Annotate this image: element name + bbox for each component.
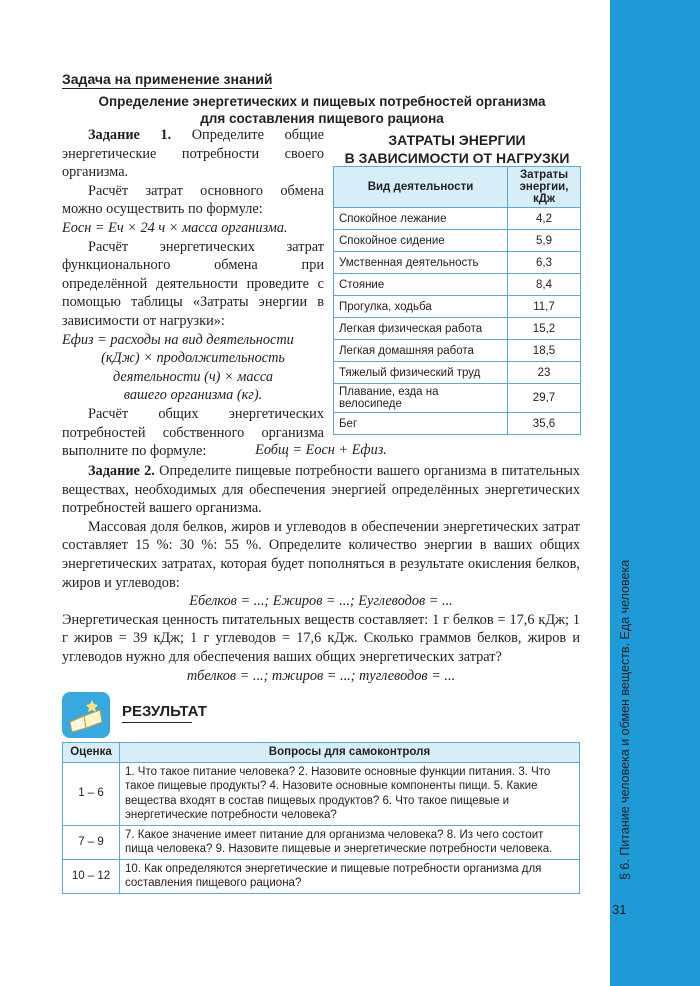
task2-formula2: mбелков = ...; mжиров = ...; mуглеводов = ...	[186, 667, 456, 684]
task1-p4: Расчёт общих энергетических потребностей собственного организма выполните по формуле:	[62, 405, 324, 460]
col-questions: Вопросы для самоконтроля	[120, 743, 580, 763]
page-number: 31	[612, 902, 627, 917]
table-row: Плавание, езда на велосипеде 29,7	[334, 384, 581, 413]
result-label: РЕЗУЛЬТАТ	[122, 703, 207, 720]
task2-block	[62, 462, 580, 685]
table-row: Спокойное лежание 4,2	[334, 208, 581, 230]
result-underline	[122, 722, 192, 723]
table-row: 7 – 9 7. Какое значение имеет питание для организма человека? 8. Из чего состоит пища человека? 9. Назовите пищевые и энергетические потребности человека.	[63, 825, 580, 859]
task2-p2: Массовая доля белков, жиров и углеводов в обеспечении энергетических затрат составляет 15 %: 30 %: 55 %. Определите количество энергии в ваших общих энергетических затратах, которая будет пополняться в результате окисления белков, жиров и углеводов:	[62, 518, 580, 591]
sidebar-gap	[602, 0, 610, 986]
table-row: Стояние 8,4	[334, 274, 581, 296]
task1-formula3: Eобщ = Eосн + Eфиз.	[255, 442, 387, 458]
task2-formula1: Eбелков = ...; Eжиров = ...; Eуглеводов = ...	[189, 593, 453, 610]
self-check-table	[62, 742, 580, 894]
table-row: Легкая домашняя работа 18,5	[334, 340, 581, 362]
task1-formula2-l2: (кДж) × продолжительность	[101, 350, 285, 367]
table-row: Легкая физическая работа 15,2	[334, 318, 581, 340]
task1-p3: Расчёт энергетических затрат функционального обмена при определённой деятельности проведите с помощью таблицы «Затраты энергии в зависимости от нагрузки»:	[62, 238, 324, 329]
task1-formula2-l4: вашего организма (кг).	[123, 387, 263, 404]
task2-p3: Энергетическая ценность питательных веществ составляет: 1 г белков = 17,6 кДж; 1 г жиров = 39 кДж; 1 г углеводов = 17,6 кДж. Сколько граммов белков, жиров и углеводов нужно для обеспечения ваших общих энергетических затрат?	[62, 611, 580, 665]
energy-col-activity: Вид деятельности	[334, 167, 508, 208]
task1-formula2-l1: Eфиз = расходы на вид деятельности	[62, 331, 294, 348]
task1-p2: Расчёт затрат основного обмена можно осуществить по формуле:	[62, 182, 324, 218]
task2-text: Определите пищевые потребности вашего организма в питательных веществах, необходимых для обеспечения энергией определённых энергетических потребностей вашего организма.	[62, 463, 581, 517]
task1-formula1: Eосн = Eч × 24 ч × масса организма.	[62, 219, 288, 236]
table-row: Спокойное сидение 5,9	[334, 230, 581, 252]
energy-table	[333, 166, 581, 435]
energy-col-value: Затраты энергии, кДж	[508, 167, 581, 208]
table-row: Тяжелый физический труд 23	[334, 362, 581, 384]
table-row: 1 – 6 1. Что такое питание человека? 2. Назовите основные функции питания. 3. Что такое пищевые продукты? 4. Назовите основные компоненты пищи. 5. Какие вещества входят в состав пищевых продуктов? 6. Что такое пищевые и энергетические потребности человека?	[63, 762, 580, 825]
energy-table-title: ЗАТРАТЫ ЭНЕРГИИ В ЗАВИСИМОСТИ ОТ НАГРУЗКИ	[344, 132, 570, 166]
task1-formula2-l3: деятельности (ч) × масса	[113, 368, 273, 385]
chapter-title: § 6. Питание человека и обмен веществ. Еда человека	[618, 559, 632, 880]
table-row: Прогулка, ходьба 11,7	[334, 296, 581, 318]
section-heading: Задача на применение знаний	[62, 71, 273, 87]
task1-text: Определите общие энергетические потребности своего организма.	[62, 127, 324, 181]
book-icon	[62, 692, 110, 738]
table-row: Бег 35,6	[334, 413, 581, 435]
col-grade: Оценка	[63, 743, 120, 763]
task1-label: Задание 1.	[88, 127, 172, 143]
section-title: Определение энергетических и пищевых потребностей организма для составления пищевого рациона	[98, 94, 546, 126]
heading-underline	[62, 88, 272, 89]
task1-block	[62, 126, 324, 461]
task2-label: Задание 2.	[88, 463, 155, 479]
table-row: 10 – 12 10. Как определяются энергетические и пищевые потребности организма для составления пищевого рациона?	[63, 859, 580, 893]
table-row: Умственная деятельность 6,3	[334, 252, 581, 274]
